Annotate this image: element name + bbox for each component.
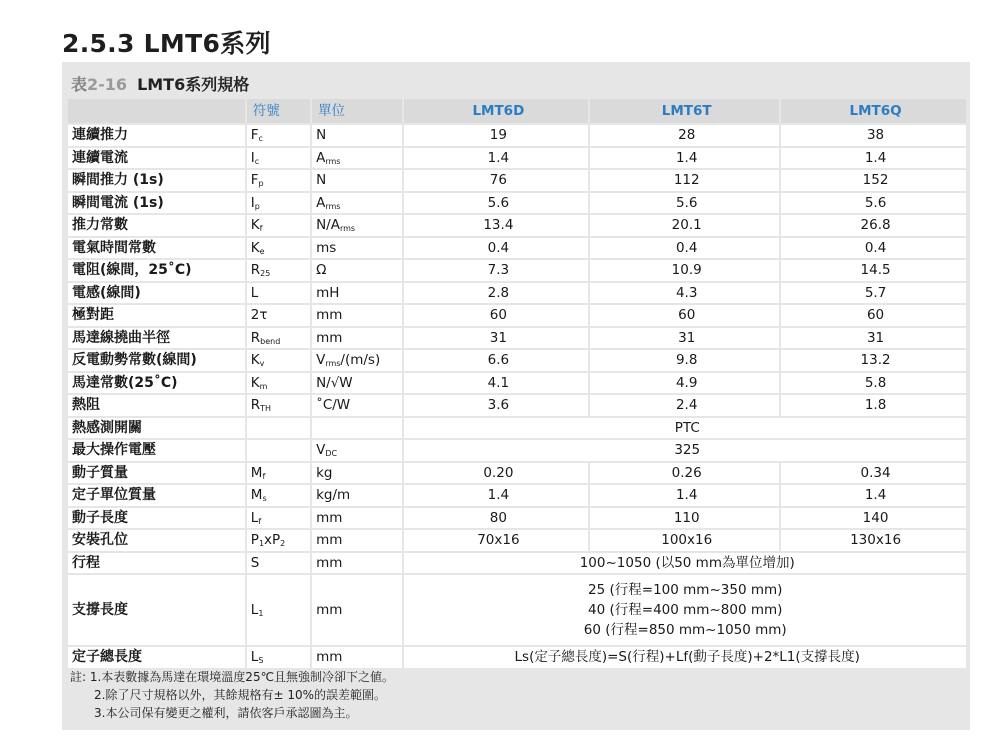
caption-prefix: 表 <box>71 75 88 94</box>
row-value-d: 80 <box>404 508 588 529</box>
sym-main: K <box>250 239 260 256</box>
row-value-q: 13.2 <box>781 350 966 371</box>
row-value-d: 3.6 <box>404 395 588 416</box>
caption-number: 2-16 <box>87 75 128 94</box>
row-value-d: 1.4 <box>404 148 588 169</box>
unit-main: N <box>316 127 327 144</box>
sym-main: L <box>250 649 259 666</box>
table-row <box>68 260 966 281</box>
row-value-t: 28 <box>590 125 779 146</box>
row-unit <box>312 508 402 529</box>
row-name: 動子長度 <box>68 508 245 529</box>
row-value-span: PTC <box>404 418 966 439</box>
table-row <box>68 350 966 371</box>
row-symbol <box>247 647 310 668</box>
row-symbol: S <box>247 553 310 574</box>
row-symbol <box>247 463 310 484</box>
caption-title: LMT6系列規格 <box>137 75 250 94</box>
row-name: 連續電流 <box>68 148 245 169</box>
row-symbol <box>247 530 310 551</box>
sym-subscript: p <box>258 179 264 189</box>
unit-subscript: rms <box>325 201 341 211</box>
row-name: 最大操作電壓 <box>68 440 245 461</box>
row-value-q: 152 <box>781 170 966 191</box>
sym-subscript: f <box>262 471 266 481</box>
row-name: 熱阻 <box>68 395 245 416</box>
sym-main: L <box>250 602 259 618</box>
row-value-t: 20.1 <box>590 215 779 236</box>
row-unit: mm <box>312 575 402 645</box>
row-symbol <box>247 170 310 191</box>
sym-main: L <box>250 509 259 526</box>
table-row <box>68 125 966 146</box>
row-symbol <box>247 305 310 326</box>
row-value-d: 13.4 <box>404 215 588 236</box>
row-value-d: 7.3 <box>404 260 588 281</box>
spec-table-panel <box>62 62 970 730</box>
unit-tail: /(m/s) <box>340 352 381 369</box>
row-value-q: 1.4 <box>781 485 966 506</box>
row-unit <box>312 485 402 506</box>
row-value-span: Ls(定子總長度)=S(行程)+Lf(動子長度)+2*L1(支撐長度) <box>404 647 966 668</box>
row-symbol <box>247 418 310 439</box>
table-caption <box>71 72 249 95</box>
unit-subscript: DC <box>325 449 338 459</box>
row-value-t: 1.4 <box>590 485 779 506</box>
row-symbol <box>247 395 310 416</box>
unit-main: A <box>316 194 326 211</box>
sym-subscript: m <box>259 381 268 391</box>
sym-main: I <box>250 149 255 166</box>
row-name: 反電動勢常數(線間) <box>68 350 245 371</box>
row-value-q: 38 <box>781 125 966 146</box>
row-unit: mm <box>312 530 402 551</box>
sym-subscript: 25 <box>260 269 271 279</box>
support-line-1: 25 (行程=100 mm~350 mm) <box>588 582 783 598</box>
row-value-span: 100~1050 (以50 mm為單位增加) <box>404 553 966 574</box>
row-value-t: 1.4 <box>590 148 779 169</box>
note-1: 註: 1.本表數據為馬達在環境溫度25℃且無強制冷卻下之値。 <box>70 670 395 684</box>
sym-subscript: f <box>258 516 262 526</box>
row-value-t: 100x16 <box>590 530 779 551</box>
unit-main: A <box>316 149 326 166</box>
sym-main: R <box>250 397 261 414</box>
sym-mid: xP <box>264 532 281 549</box>
row-name: 推力常數 <box>68 215 245 236</box>
row-value-q: 5.8 <box>781 373 966 394</box>
table-row <box>68 508 966 529</box>
sym-main: K <box>250 352 260 369</box>
header-model-d: LMT6D <box>404 99 588 123</box>
unit-main: kg/m <box>316 487 351 504</box>
sym-main: 2τ <box>250 307 268 324</box>
row-value-q: 14.5 <box>781 260 966 281</box>
row-value-d: 31 <box>404 328 588 349</box>
table-row <box>68 238 966 259</box>
table-row-support-length <box>68 575 966 645</box>
row-unit <box>312 238 402 259</box>
spec-table <box>66 97 968 670</box>
row-name: 馬達線撓曲半徑 <box>68 328 245 349</box>
row-unit <box>312 350 402 371</box>
header-model-t: LMT6T <box>590 99 779 123</box>
row-value-t: 60 <box>590 305 779 326</box>
unit-main: kg <box>316 464 333 481</box>
row-name: 動子質量 <box>68 463 245 484</box>
sym-subscript: TH <box>260 404 272 414</box>
sym-subscript: f <box>259 224 263 234</box>
unit-main: ms <box>316 239 337 256</box>
row-name: 連續推力 <box>68 125 245 146</box>
table-row-max-voltage <box>68 440 966 461</box>
table-row <box>68 373 966 394</box>
row-value-span: 325 <box>404 440 966 461</box>
unit-main: N <box>316 172 327 189</box>
row-value-d: 6.6 <box>404 350 588 371</box>
sym-subscript: S <box>258 656 264 666</box>
row-symbol <box>247 575 310 645</box>
table-row <box>68 193 966 214</box>
table-row-stroke <box>68 553 966 574</box>
row-unit <box>312 260 402 281</box>
row-name: 電氣時間常數 <box>68 238 245 259</box>
sym-main: F <box>250 172 259 189</box>
sym-subscript: c <box>258 134 263 144</box>
table-row <box>68 215 966 236</box>
row-unit <box>312 440 402 461</box>
row-value-d: 0.20 <box>404 463 588 484</box>
unit-main: mH <box>316 284 340 301</box>
row-value-q: 60 <box>781 305 966 326</box>
row-name: 行程 <box>68 553 245 574</box>
row-name: 定子總長度 <box>68 647 245 668</box>
row-value-t: 10.9 <box>590 260 779 281</box>
row-value-d: 60 <box>404 305 588 326</box>
support-line-2: 40 (行程=400 mm~800 mm) <box>588 602 783 618</box>
row-unit <box>312 170 402 191</box>
row-name: 瞬間電流 (1s) <box>68 193 245 214</box>
row-value-q: 5.7 <box>781 283 966 304</box>
unit-main: V <box>316 442 326 459</box>
sym-subscript: 1 <box>258 609 264 618</box>
header-model-q: LMT6Q <box>781 99 966 123</box>
row-unit: mm <box>312 553 402 574</box>
row-value-q: 1.4 <box>781 148 966 169</box>
row-unit <box>312 283 402 304</box>
row-name: 支撐長度 <box>68 575 245 645</box>
table-row <box>68 485 966 506</box>
sym-main: R <box>250 329 261 346</box>
row-value-q: 1.8 <box>781 395 966 416</box>
section-title: 2.5.3 LMT6系列 <box>62 29 271 58</box>
table-row-stator-total-length <box>68 647 966 668</box>
row-value-d: 70x16 <box>404 530 588 551</box>
row-symbol <box>247 215 310 236</box>
sym-main: F <box>250 127 259 144</box>
row-name: 安裝孔位 <box>68 530 245 551</box>
sym-main: P <box>250 532 259 549</box>
row-name: 定子單位質量 <box>68 485 245 506</box>
note-2: 2.除了尺寸規格以外，其餘規格有± 10%的誤差範圍。 <box>94 688 386 702</box>
row-value-q: 0.34 <box>781 463 966 484</box>
row-symbol <box>247 373 310 394</box>
note-3: 3.本公司保有變更之權利，請依客戶承認圖為主。 <box>94 706 358 720</box>
row-unit <box>312 328 402 349</box>
row-name: 極對距 <box>68 305 245 326</box>
row-unit <box>312 125 402 146</box>
row-unit <box>312 418 402 439</box>
sym-subscript: 1 <box>258 539 265 549</box>
row-unit: mm <box>312 647 402 668</box>
row-value-d: 2.8 <box>404 283 588 304</box>
sym-subscript: bend <box>260 336 281 346</box>
row-value-t: 110 <box>590 508 779 529</box>
row-value-t: 31 <box>590 328 779 349</box>
row-value-span <box>404 575 966 645</box>
row-value-t: 4.3 <box>590 283 779 304</box>
sym-main: K <box>250 374 260 391</box>
row-value-q: 140 <box>781 508 966 529</box>
unit-subscript: rms <box>339 224 356 234</box>
row-value-d: 1.4 <box>404 485 588 506</box>
row-unit <box>312 395 402 416</box>
row-unit <box>312 305 402 326</box>
row-name: 馬達常數(25˚C) <box>68 373 245 394</box>
row-symbol <box>247 125 310 146</box>
table-row-mount-holes <box>68 530 966 551</box>
header-blank <box>68 99 245 123</box>
row-unit <box>312 463 402 484</box>
row-value-d: 4.1 <box>404 373 588 394</box>
table-row <box>68 395 966 416</box>
row-symbol <box>247 440 310 461</box>
table-row <box>68 305 966 326</box>
row-symbol <box>247 238 310 259</box>
table-row <box>68 170 966 191</box>
unit-main: N/A <box>316 217 340 234</box>
row-unit <box>312 215 402 236</box>
row-value-q: 31 <box>781 328 966 349</box>
row-value-d: 5.6 <box>404 193 588 214</box>
row-value-d: 76 <box>404 170 588 191</box>
row-value-q: 5.6 <box>781 193 966 214</box>
row-unit <box>312 148 402 169</box>
row-symbol <box>247 193 310 214</box>
sym-subscript: v <box>259 359 265 369</box>
unit-main: N/√W <box>316 374 353 391</box>
row-name: 電阻(線間，25˚C) <box>68 260 245 281</box>
row-value-t: 9.8 <box>590 350 779 371</box>
sym-subscript: s <box>262 494 267 504</box>
row-value-q: 0.4 <box>781 238 966 259</box>
row-unit <box>312 193 402 214</box>
sym-subscript: e <box>259 246 265 256</box>
row-name: 瞬間推力 (1s) <box>68 170 245 191</box>
row-symbol <box>247 508 310 529</box>
sym-main: K <box>250 217 260 234</box>
row-unit <box>312 373 402 394</box>
table-row <box>68 328 966 349</box>
row-symbol <box>247 148 310 169</box>
sym-subscript: p <box>254 201 260 211</box>
table-header-row <box>68 99 966 123</box>
unit-main: mm <box>316 329 343 346</box>
row-value-t: 0.4 <box>590 238 779 259</box>
unit-subscript: rms <box>325 359 341 369</box>
row-symbol <box>247 350 310 371</box>
row-symbol <box>247 283 310 304</box>
row-value-t: 2.4 <box>590 395 779 416</box>
row-symbol <box>247 485 310 506</box>
unit-main: V <box>316 352 326 369</box>
sym-subscript-2: 2 <box>280 539 286 549</box>
row-value-t: 0.26 <box>590 463 779 484</box>
header-unit: 單位 <box>312 99 402 123</box>
sym-main: L <box>250 284 259 301</box>
row-symbol <box>247 260 310 281</box>
row-value-q: 130x16 <box>781 530 966 551</box>
row-value-q: 26.8 <box>781 215 966 236</box>
table-row <box>68 463 966 484</box>
row-value-d: 0.4 <box>404 238 588 259</box>
row-name: 電感(線間) <box>68 283 245 304</box>
row-symbol <box>247 328 310 349</box>
table-row <box>68 148 966 169</box>
unit-main: mm <box>316 509 343 526</box>
row-value-t: 112 <box>590 170 779 191</box>
header-symbol: 符號 <box>247 99 310 123</box>
unit-main: ˚C/W <box>316 397 351 414</box>
row-value-t: 4.9 <box>590 373 779 394</box>
table-row-thermal-switch <box>68 418 966 439</box>
unit-main: mm <box>316 307 343 324</box>
support-line-3: 60 (行程=850 mm~1050 mm) <box>583 622 787 638</box>
row-value-t: 5.6 <box>590 193 779 214</box>
sym-main: M <box>250 487 263 504</box>
row-name: 熱感測開關 <box>68 418 245 439</box>
unit-subscript: rms <box>325 156 341 166</box>
sym-main: M <box>250 464 263 481</box>
sym-subscript: c <box>254 156 260 166</box>
unit-main: Ω <box>316 262 327 279</box>
sym-main: R <box>250 262 261 279</box>
row-value-d: 19 <box>404 125 588 146</box>
table-row <box>68 283 966 304</box>
sym-main: I <box>250 194 255 211</box>
table-notes <box>70 668 394 722</box>
